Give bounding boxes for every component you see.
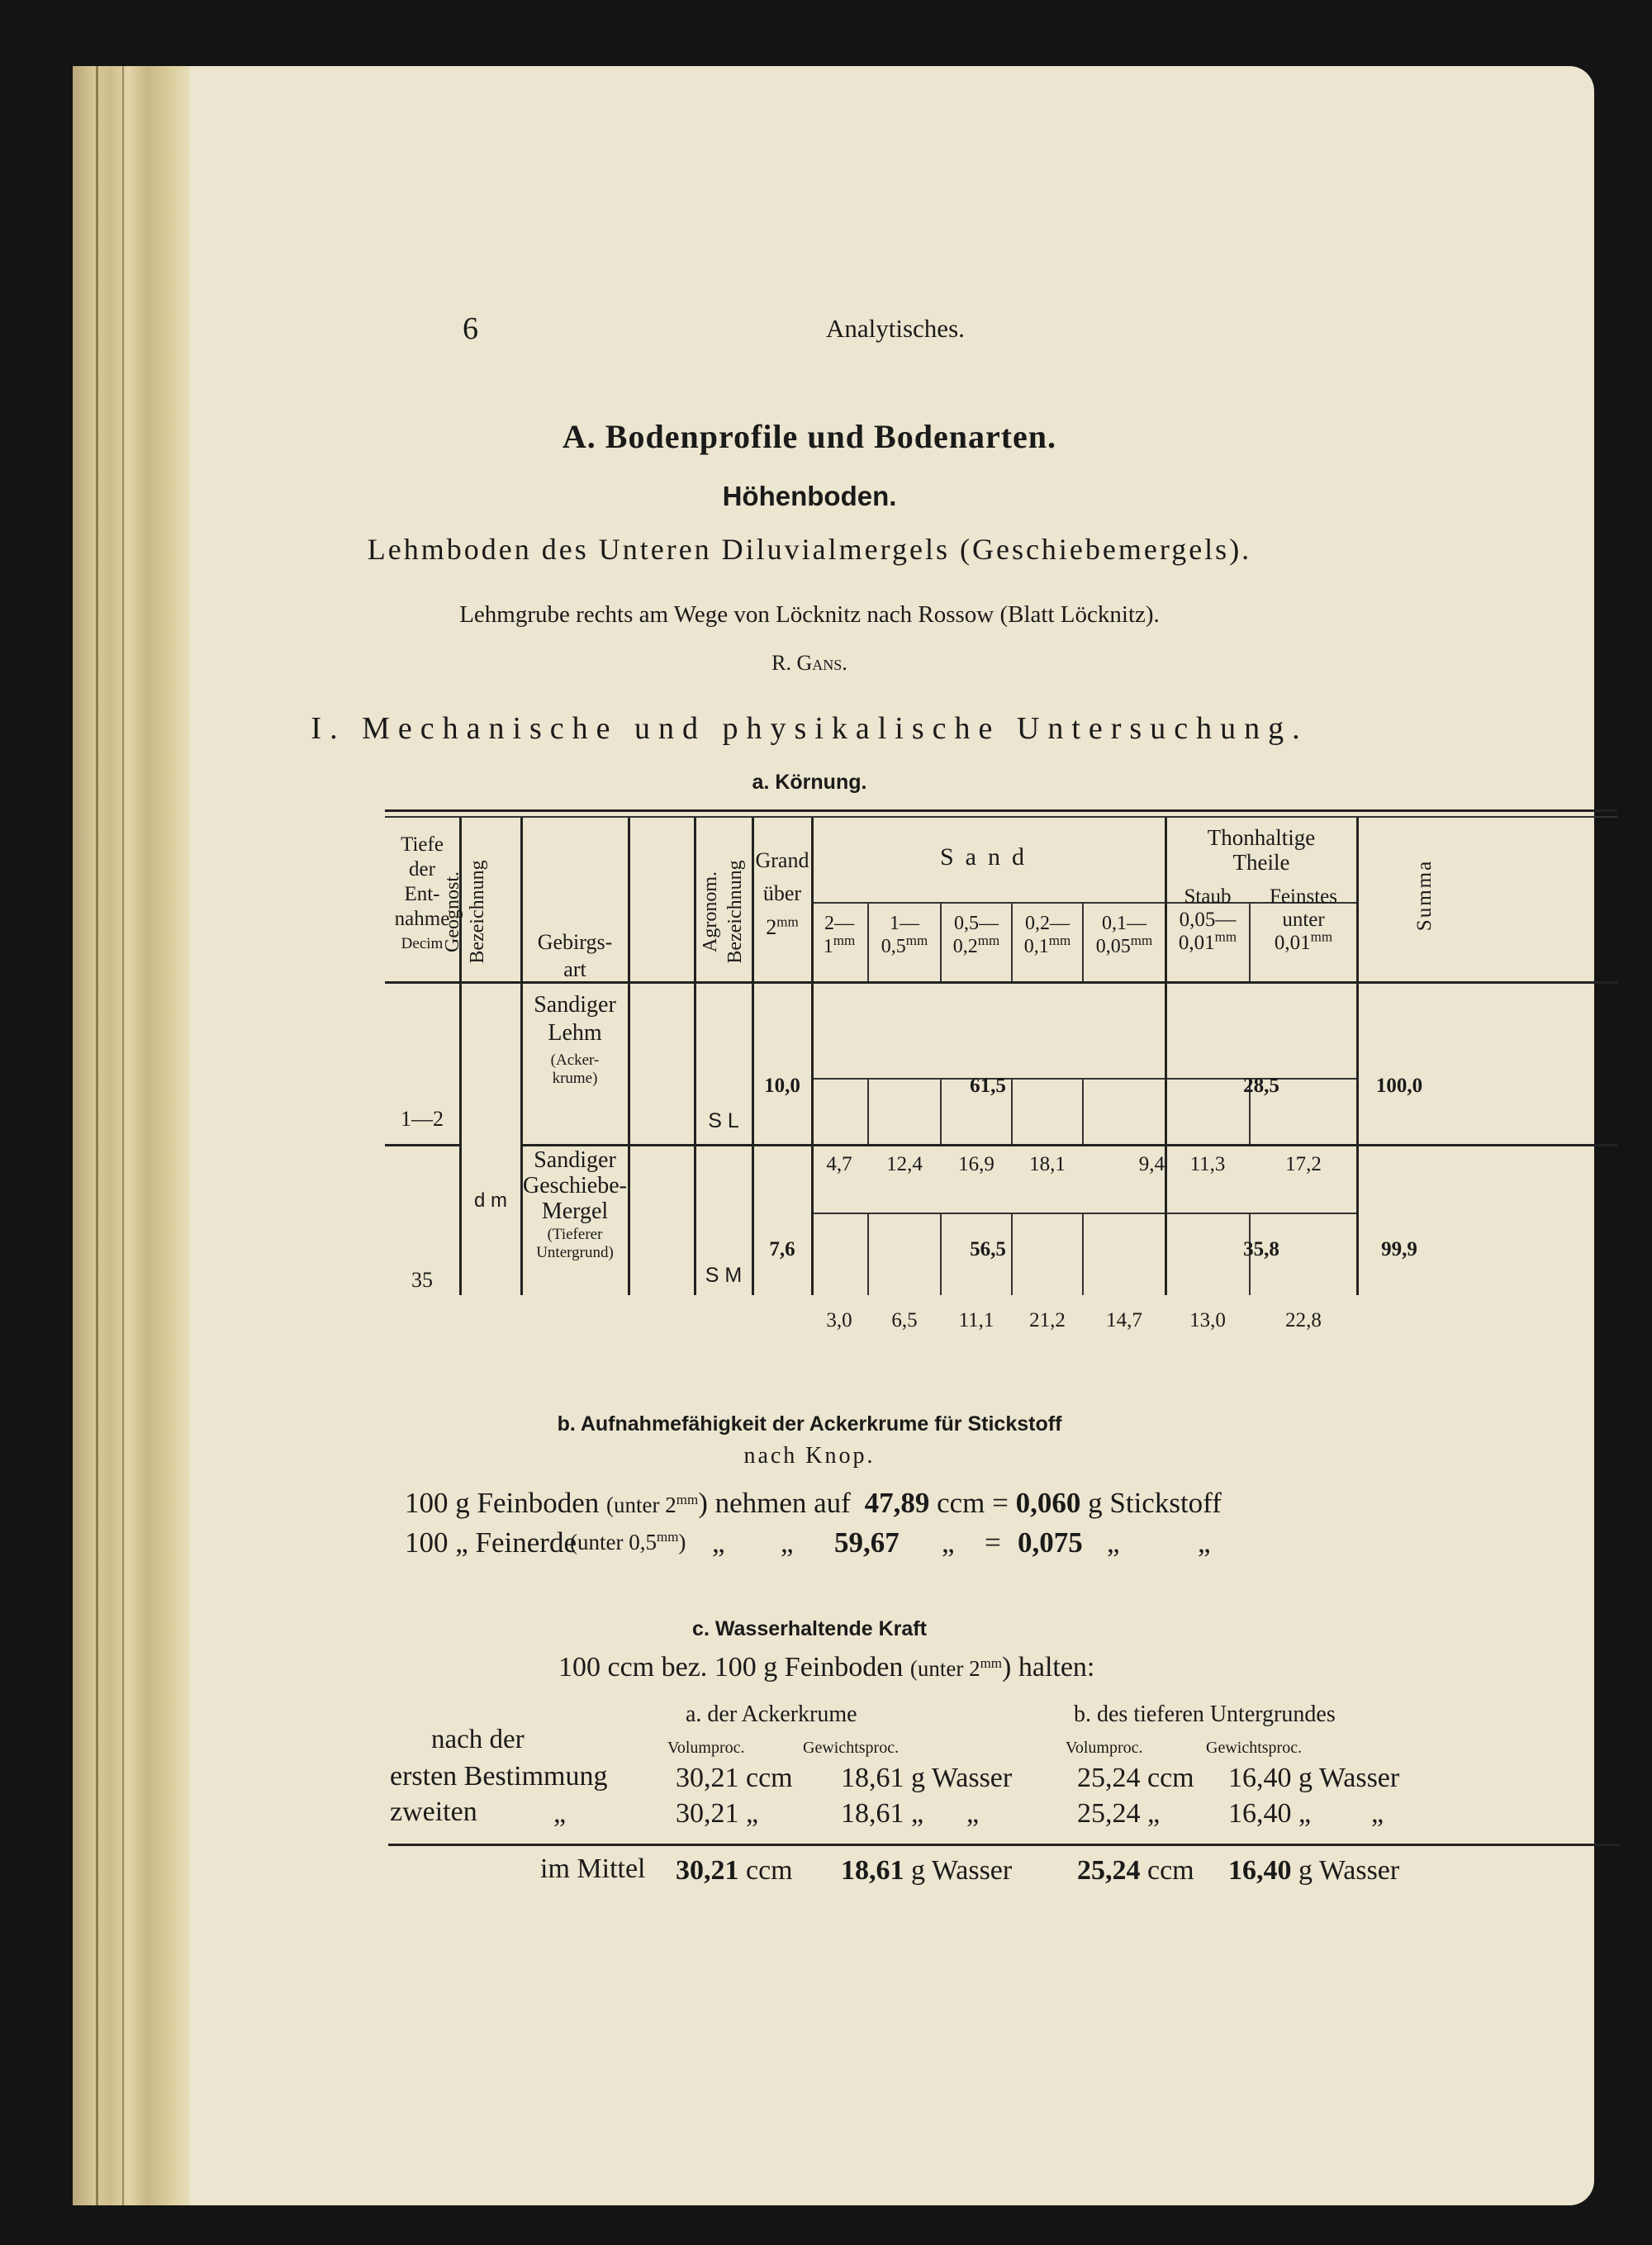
header-sand-2-1: 2— $1^{mm}$ — [823, 913, 856, 958]
header-sand-02-01: 0,2— $0,1^{mm}$ — [1023, 913, 1071, 958]
gebirgsart-cell: Sandiger Lehm (Acker- krume) — [534, 992, 616, 1088]
header-grand: Grand über $2^{mm}$ — [755, 848, 809, 939]
label-volumproc-b: Volumproc. — [1066, 1739, 1143, 1757]
header-feinstes: Feinstes unter $0,01^{mm}$ — [1270, 885, 1337, 954]
geognost-value: d m — [473, 1189, 507, 1212]
location-text: Lehmgrube rechts am Wege von Löcknitz nach Rossow (Blatt Löcknitz). — [459, 601, 1160, 628]
label-volumproc-a: Volumproc. — [667, 1739, 745, 1757]
page-number: 6 — [463, 311, 478, 346]
water-intro: 100 ccm bez. 100 g Feinboden (unter $2^{mm}$) halten: — [558, 1652, 1095, 1683]
soil-title: Lehmboden des Unteren Diluvialmergels (Geschiebemergels). — [367, 533, 1252, 566]
section-b-title: b. Aufnahmefähigkeit der Ackerkrume für Stickstoff — [557, 1412, 1062, 1436]
header-staub: Staub 0,05— $0,01^{mm}$ — [1178, 885, 1237, 954]
section-title: A. Bodenprofile und Bodenarten. — [562, 418, 1057, 455]
author: R. Gans. — [771, 651, 847, 675]
subsection-title: Höhenboden. — [722, 481, 897, 511]
gebirgsart-cell: Sandiger Geschiebe- Mergel (Tieferer Untergrund) — [523, 1147, 627, 1262]
header-sand-01-005: 0,1— $0,05^{mm}$ — [1095, 913, 1153, 958]
label-gewichtsproc-a: Gewichtsproc. — [803, 1739, 900, 1757]
header-sand-05-02: 0,5— $0,2^{mm}$ — [952, 913, 1000, 958]
nitrogen-line-2: 100 „ Feinerde (unter $0,5^{mm}$) „ „ 59,67 „ = 0,075 „ „ — [405, 1526, 1211, 1559]
book-page-edges — [73, 66, 197, 2205]
section-b-subtitle: nach Knop. — [743, 1443, 876, 1469]
header-gebirgsart: Gebirgs- art — [537, 930, 613, 981]
sum-rule — [388, 1844, 1621, 1846]
table-a-title: a. Körnung. — [752, 771, 867, 794]
header-thonhaltige-theile: Thonhaltige Theile — [1207, 825, 1316, 875]
header-agronom: Agronom. Bezeichnung — [700, 860, 746, 964]
label-nach-der: nach der — [431, 1725, 525, 1754]
nitrogen-line-1: 100 g Feinboden (unter $2^{mm}$) nehmen auf 47,89 ccm = 0,060 g Stickstoff — [405, 1487, 1222, 1519]
column-head-a: a. der Ackerkrume — [686, 1702, 857, 1727]
book-page: 6 Analytisches. A. Bodenprofile und Bodenarten. Höhenboden. Lehmboden des Unteren Diluvialmergels (Geschiebemergels). Lehmgrube rechts am Wege von Löcknitz nach Rossow (Blatt Löcknitz). R. Gans. I. Mechanische und physikalische Untersuchung. a. Körnung. Tiefe der Ent- nahme Decim Geognost. Bezeichnung Gebirgs- art Agronom. Bezeichnung Grand über $2^{mm}$ Sand 2— $1^{mm}$ 1— $0,5^{mm}$ 0,5— $0,2^{mm}$ 0,2— $0,1^{mm}$ 0,1— $0,05^{mm}$ Thonhaltige Theile Staub 0,05— $0,01^{mm}$ Feinstes unter $0,01^{mm}$ Summa d m 1—2 Sandiger Lehm (Acker- krume) S L 10,0 61,5 28,5 100,0 4,7 12,4 16,9 18,1 9,4 11,3 17,2 35 Sandiger Geschiebe- Mergel (Tieferer Untergrund) S M 7,6 56,5 35,8 99,9 3,0 6,5 11,1 21,2 14,7 13,0 22,8 b. Aufnahmefähigkeit der Ackerkrume für Stickstoff nach Knop. 100 g Feinboden (unter $2^{mm}$) nehmen auf 47,89 ccm = 0,060 g Stickstoff 100 „ Feinerde (unter $0,5^{mm}$) „ „ 59,67 „ = 0,075 „ „ c. Wasserhaltende Kraft 100 ccm bez. 100 g Feinboden (unter $2^{mm}$) halten: a. der Ackerkrume b. des tieferen Untergrundes Volumproc. Gewichtsproc. Volumproc. Gewichtsproc. nach der ersten Bestimmung 30,21 ccm 18,61 g Wasser 25,24 ccm 16,40 g Wasser zweiten „ 30,21 „ 18,61 „ „ 25,24 „ 16,40 „ „ im Mittel 30,21 ccm 18,61 g Wasser 25,24 ccm 16,40 g Wasser — [190, 66, 1594, 2205]
header-summa: Summa — [1413, 859, 1436, 932]
section-c-title: c. Wasserhaltende Kraft — [692, 1617, 927, 1640]
column-head-b: b. des tieferen Untergrundes — [1074, 1702, 1336, 1727]
header-geognost: Geognost. Bezeichnung — [442, 860, 488, 964]
header-sand: Sand — [940, 843, 1036, 871]
header-tiefe: Tiefe der Ent- nahme Decim — [394, 833, 450, 952]
running-head: Analytisches. — [826, 314, 965, 343]
part-title: I. Mechanische und physikalische Untersuchung. — [311, 711, 1308, 746]
header-sand-1-05: 1— $0,5^{mm}$ — [881, 913, 928, 958]
label-gewichtsproc-b: Gewichtsproc. — [1206, 1739, 1303, 1757]
